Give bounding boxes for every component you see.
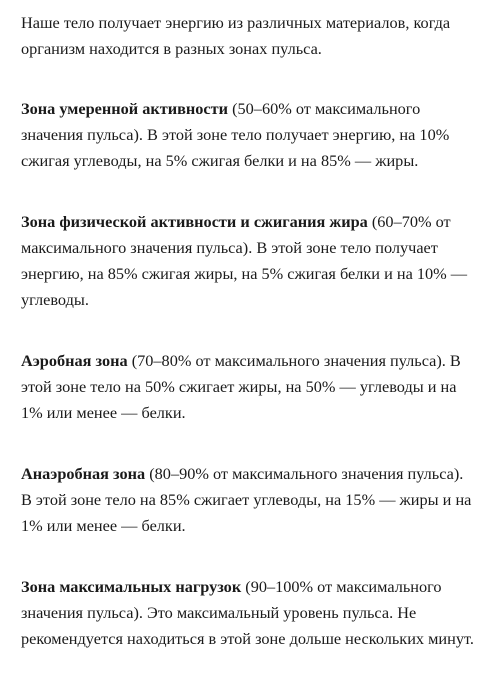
zone-title: Анаэробная зона bbox=[21, 464, 146, 483]
zone-description: (90–100% от максимального значения пульса). Это максимальный уровень пульса. Не рекомендуется находиться в этой зоне дольше нескольких минут. bbox=[21, 577, 474, 648]
zone-description: (60–70% от максимального значения пульса). В этой зоне тело получает энергию, на 85% сжигая жиры, на 5% сжигая белки и на 10% — углеводы. bbox=[21, 212, 468, 309]
zone-paragraph-aerobic bbox=[21, 348, 476, 426]
zone-paragraph-moderate bbox=[21, 96, 476, 174]
zone-title: Зона умеренной активности bbox=[21, 99, 229, 118]
zone-paragraph-anaerobic bbox=[21, 461, 476, 539]
zone-paragraph-maximum bbox=[21, 574, 476, 652]
zone-title: Аэробная зона bbox=[21, 351, 128, 370]
zone-description: (50–60% от максимального значения пульса). В этой зоне тело получает энергию, на 10% сжигая углеводы, на 5% сжигая белки и на 85% — жиры. bbox=[21, 99, 450, 170]
zone-title: Зона максимальных нагрузок bbox=[21, 577, 242, 596]
intro-paragraph: Наше тело получает энергию из различных материалов, когда организм находится в разных зонах пульса. bbox=[21, 13, 451, 58]
zone-description: (70–80% от максимального значения пульса). В этой зоне тело на 50% сжигает жиры, на 50% — углеводы и на 1% или менее — белки. bbox=[21, 351, 461, 422]
zone-paragraph-fat-burning bbox=[21, 209, 476, 313]
zone-title: Зона физической активности и сжигания жира bbox=[21, 212, 368, 231]
article-body bbox=[21, 10, 476, 652]
zone-description: (80–90% от максимального значения пульса). В этой зоне тело на 85% сжигает углеводы, на 15% — жиры и на 1% или менее — белки. bbox=[21, 464, 472, 535]
